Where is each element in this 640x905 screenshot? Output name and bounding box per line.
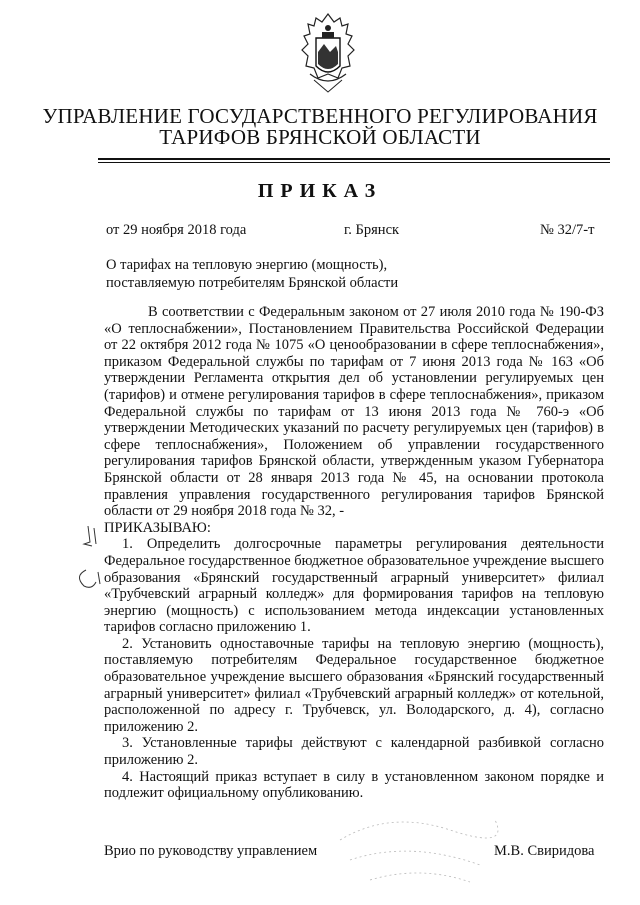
signature-name: М.В. Свиридова <box>494 843 595 859</box>
document-title: ПРИКАЗ <box>257 180 383 202</box>
order-word: ПРИКАЗЫВАЮ: <box>104 519 211 536</box>
subject-line1: О тарифах на тепловую энергию (мощность), <box>106 257 388 273</box>
organization-name-line2: ТАРИФОВ БРЯНСКОЙ ОБЛАСТИ <box>159 125 481 149</box>
preamble-paragraph: В соответствии с Федеральным законом от 27 июля 2010 года № 190-ФЗ «О теплоснабжении», Постановлением Правительства Российской Федерации от 22 октября 2012 года № 1075 «О ценообразовании в сфере теплоснабжения», приказом Федеральной службы по тарифам от 7 июня 2013 года № 163 «Об утверждении Регламента открытия дел об установлении регулируемых цен (тарифов) и отмене регулирования тарифов в сфере теплоснабжения», приказом Федеральной службы по тарифам от 13 июня 2013 года № 760-э «Об утверждении Методических указаний по расчету регулируемых цен (тарифов) в сфере теплоснабжения», Положением об управлении государственного регулирования тарифов Брянской области, утвержденным указом Губернатора Брянской области от 28 января 2013 года № 45, на основании протокола правления управления государственного регулирования тарифов Брянской области от 29 ноября 2018 года № 32, - <box>104 304 604 520</box>
document-date: от 29 ноября 2018 года <box>106 222 247 238</box>
header-rule-thick <box>98 158 610 160</box>
order-item-3: 3. Установленные тарифы действуют с календарной разбивкой согласно приложению 2. <box>104 735 604 769</box>
faded-stamp <box>330 770 500 890</box>
organization-name-line1: УПРАВЛЕНИЕ ГОСУДАРСТВЕННОГО РЕГУЛИРОВАНИЯ <box>42 104 598 128</box>
document-city: г. Брянск <box>344 222 400 238</box>
subject-line2: поставляемую потребителям Брянской области <box>106 275 399 291</box>
coat-of-arms-emblem <box>296 8 360 100</box>
document-body <box>104 304 604 802</box>
signature-position: Врио по руководству управлением <box>104 843 318 859</box>
document-number: № 32/7-т <box>540 222 595 238</box>
order-item-4: 4. Настоящий приказ вступает в силу в установленном законом порядке и подлежит официальному опубликованию. <box>104 768 604 802</box>
handwritten-mark <box>70 522 110 594</box>
order-item-2: 2. Установить одноставочные тарифы на тепловую энергию (мощность), поставляемую потребителям Федеральное государственное бюджетное образовательное учреждение высшего образования «Брянский государственный аграрный университет» филиал «Трубчевский аграрный колледж» от котельной, расположенной по адресу г. Трубчевск, ул. Володарского, д. 4), согласно приложению 2. <box>104 635 604 735</box>
header-rule-thin <box>98 162 610 163</box>
order-item-1: 1. Определить долгосрочные параметры регулирования деятельности Федеральное государственное бюджетное образовательное учреждение высшего образования «Брянский государственный аграрный университет» филиал «Трубчевский аграрный колледж» для формирования тарифов на тепловую энергию (мощность) с использованием метода индексации установленных тарифов согласно приложению 1. <box>104 536 604 636</box>
document-subject <box>106 256 398 292</box>
